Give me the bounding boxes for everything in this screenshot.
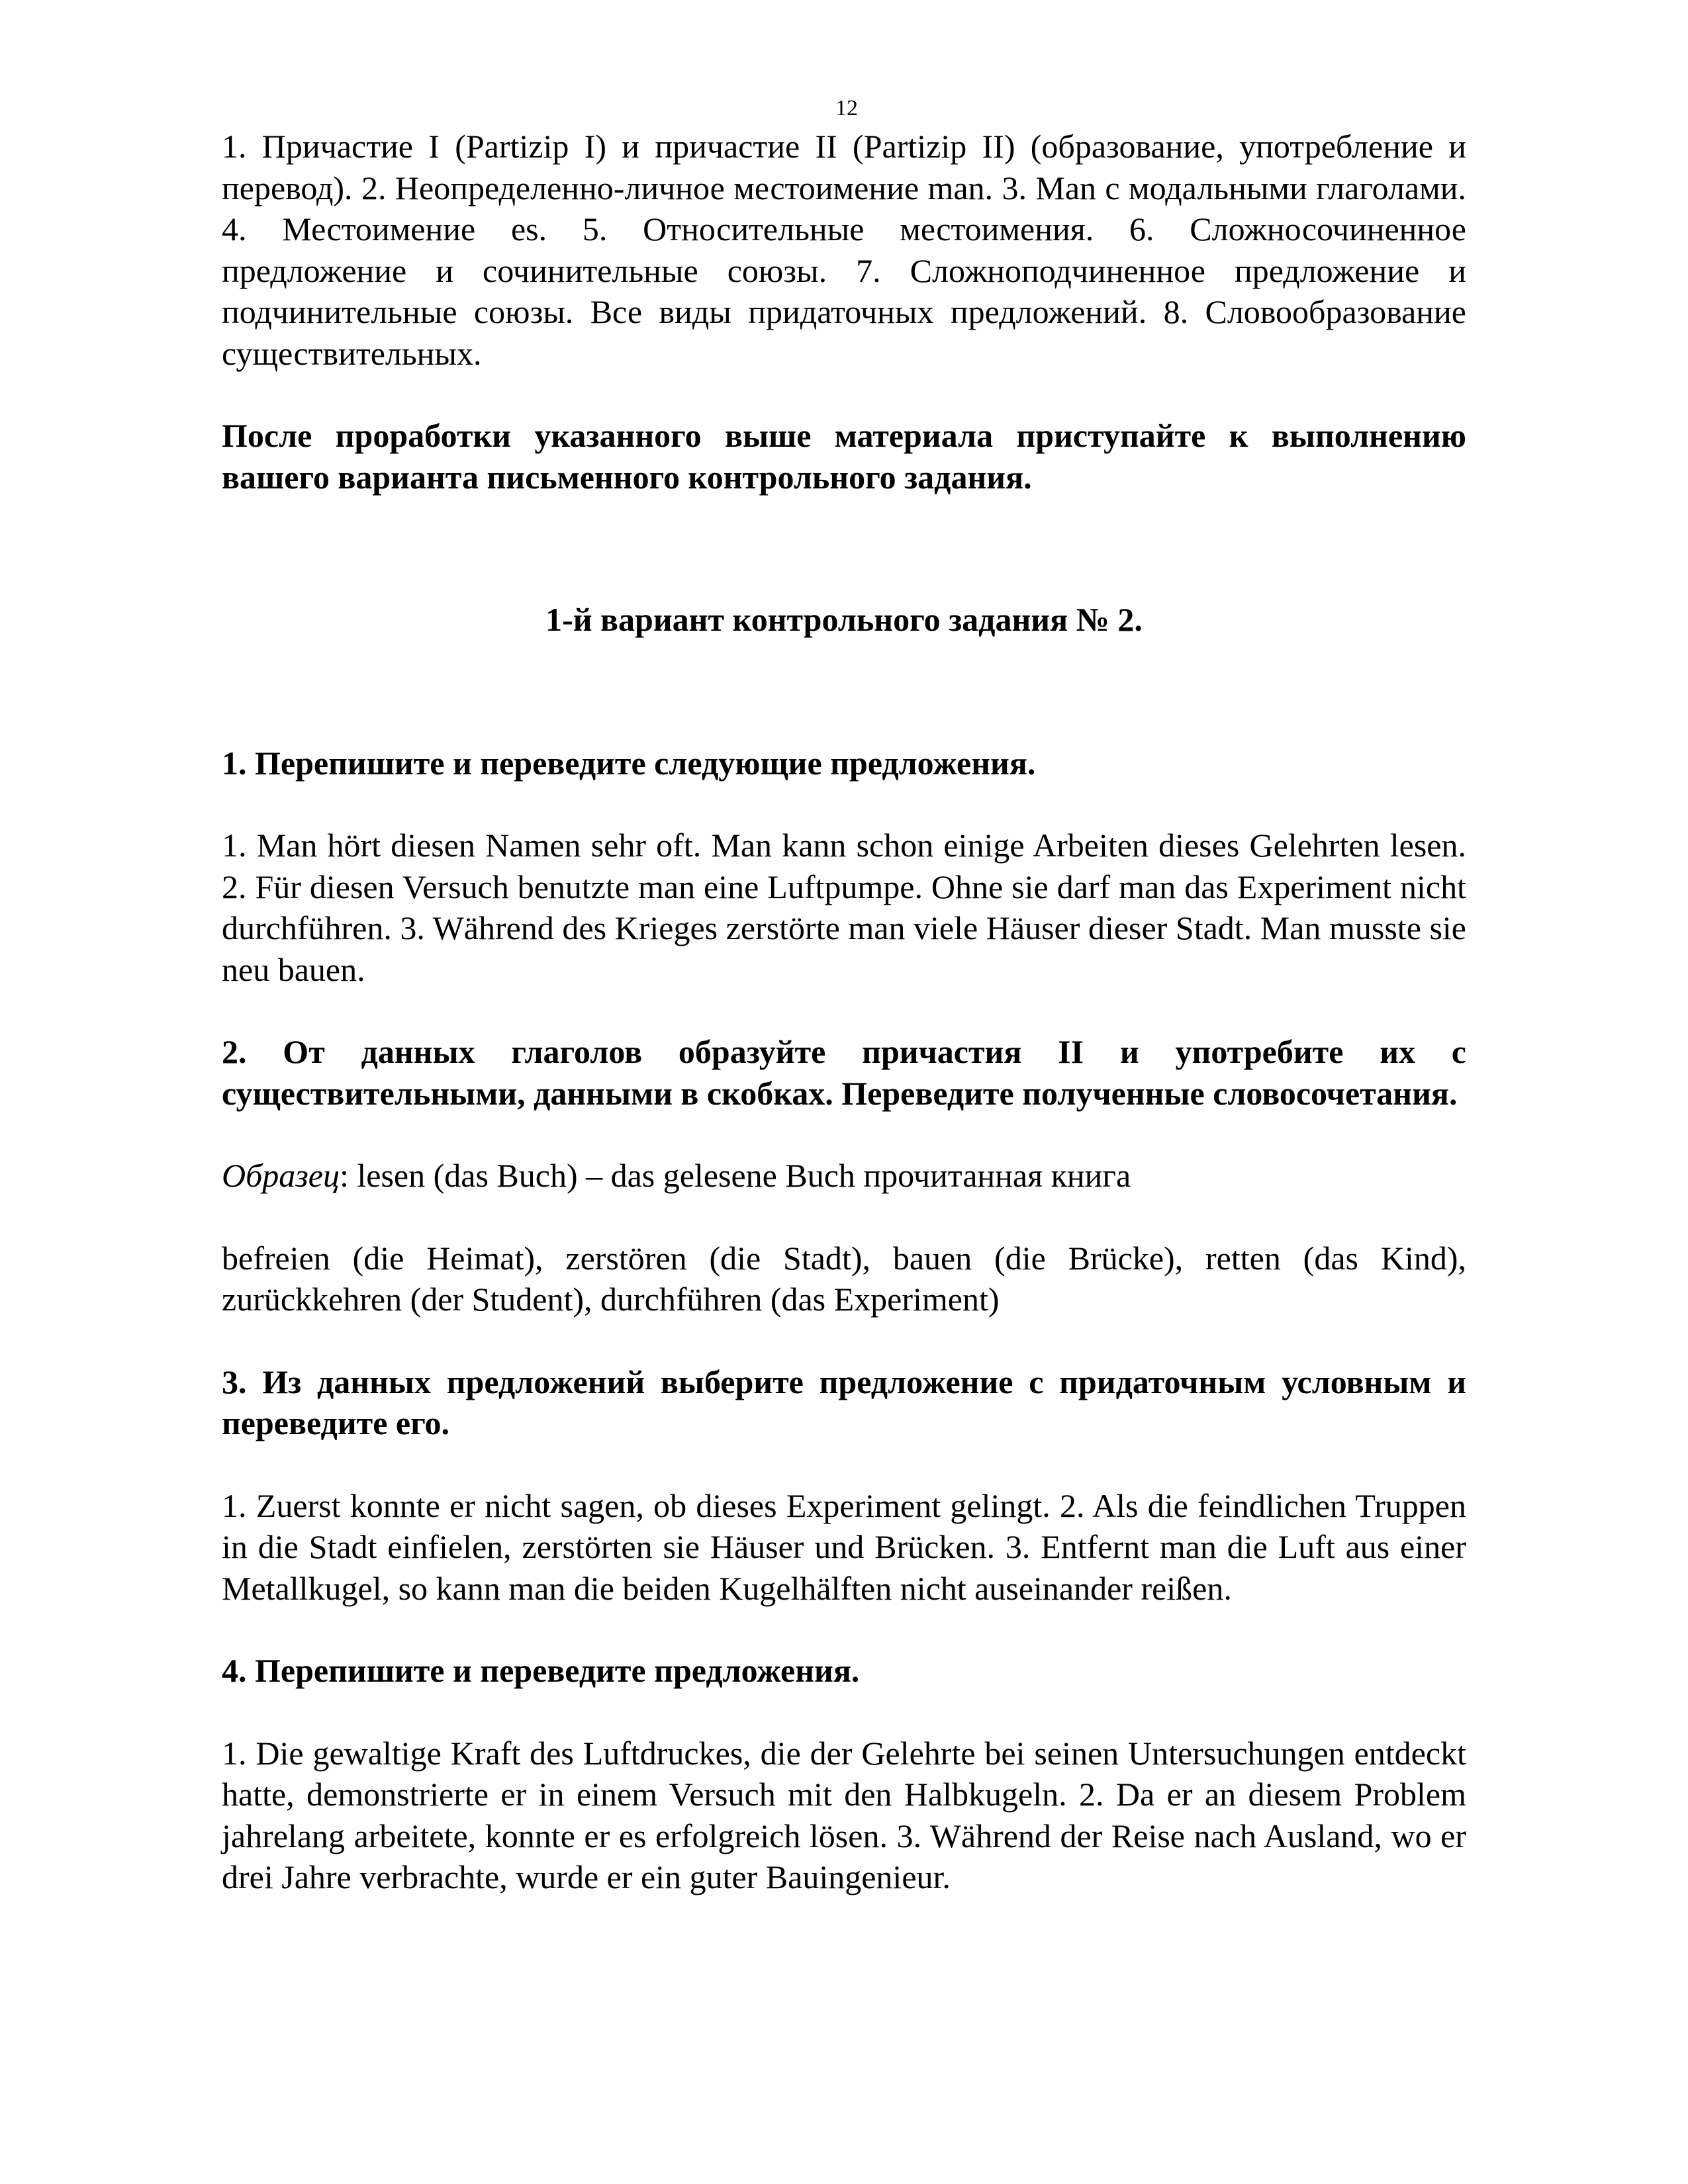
page-content: [222, 126, 1466, 1898]
task2-example: [222, 1155, 1466, 1197]
variant-title: 1-й вариант контрольного задания № 2.: [545, 601, 1143, 638]
task1-heading: 1. Перепишите и переведите следующие предложения.: [222, 744, 1036, 782]
task4-text: 1. Die gewaltige Kraft des Luftdruckes, die der Gelehrte bei seinen Untersuchungen entdeckt hatte, demonstrierte er in einem Versuch mit den Halbkugeln. 2. Da er an diesem Problem jahrelang arbeitete, konnte er es erfolgreich lösen. 3. Während der Reise nach Ausland, wo er drei Jahre verbrachte, wurde er ein guter Bauingenieur.: [222, 1734, 1466, 1895]
task1-text: 1. Man hört diesen Namen sehr oft. Man kann schon einige Arbeiten dieses Gelehrten lesen. 2. Für diesen Versuch benutzte man eine Luftpumpe. Ohne sie darf man das Experiment nicht durchführen. 3. Während des Krieges zerstörte man viele Häuser dieser Stadt. Man musste sie neu bauen.: [222, 827, 1466, 988]
task3-text: 1. Zuerst konnte er nicht sagen, ob dieses Experiment gelingt. 2. Als die feindlichen Truppen in die Stadt einfielen, zerstörten sie Häuser und Brücken. 3. Entfernt man die Luft aus einer Metallkugel, so kann man die beiden Kugelhälften nicht auseinander reißen.: [222, 1486, 1466, 1607]
task2-heading: 2. От данных глаголов образуйте причастия II и употребите их с существительными, данными в скобках. Переведите полученные словосочетания.: [222, 1033, 1466, 1112]
task3-heading: 3. Из данных предложений выберите предложение с придаточным условным и переведите его.: [222, 1363, 1466, 1441]
instruction-notice: После проработки указанного выше материала приступайте к выполнению вашего варианта письменного контрольного задания.: [222, 417, 1466, 496]
intro-paragraph: 1. Причастие I (Partizip I) и причастие II (Partizip II) (образование, употребление и перевод). 2. Неопределенно-личное местоимение man. 3. Man с модальными глаголами. 4. Местоимение es. 5. Относительные местоимения. 6. Сложносочиненное предложение и сочинительные союзы. 7. Сложноподчиненное предложение и подчинительные союзы. Все виды придаточных предложений. 8. Словообразование существительных.: [222, 128, 1466, 372]
page-number: 12: [835, 96, 858, 120]
task2-example-text: : lesen (das Buch) – das gelesene Buch прочитанная книга: [339, 1157, 1131, 1194]
task2-example-label: Образец: [222, 1157, 340, 1194]
task4-heading: 4. Перепишите и переведите предложения.: [222, 1652, 860, 1689]
task2-text: befreien (die Heimat), zerstören (die Stadt), bauen (die Brücke), retten (das Kind), zurückkehren (der Student), durchführen (das Experiment): [222, 1239, 1466, 1318]
